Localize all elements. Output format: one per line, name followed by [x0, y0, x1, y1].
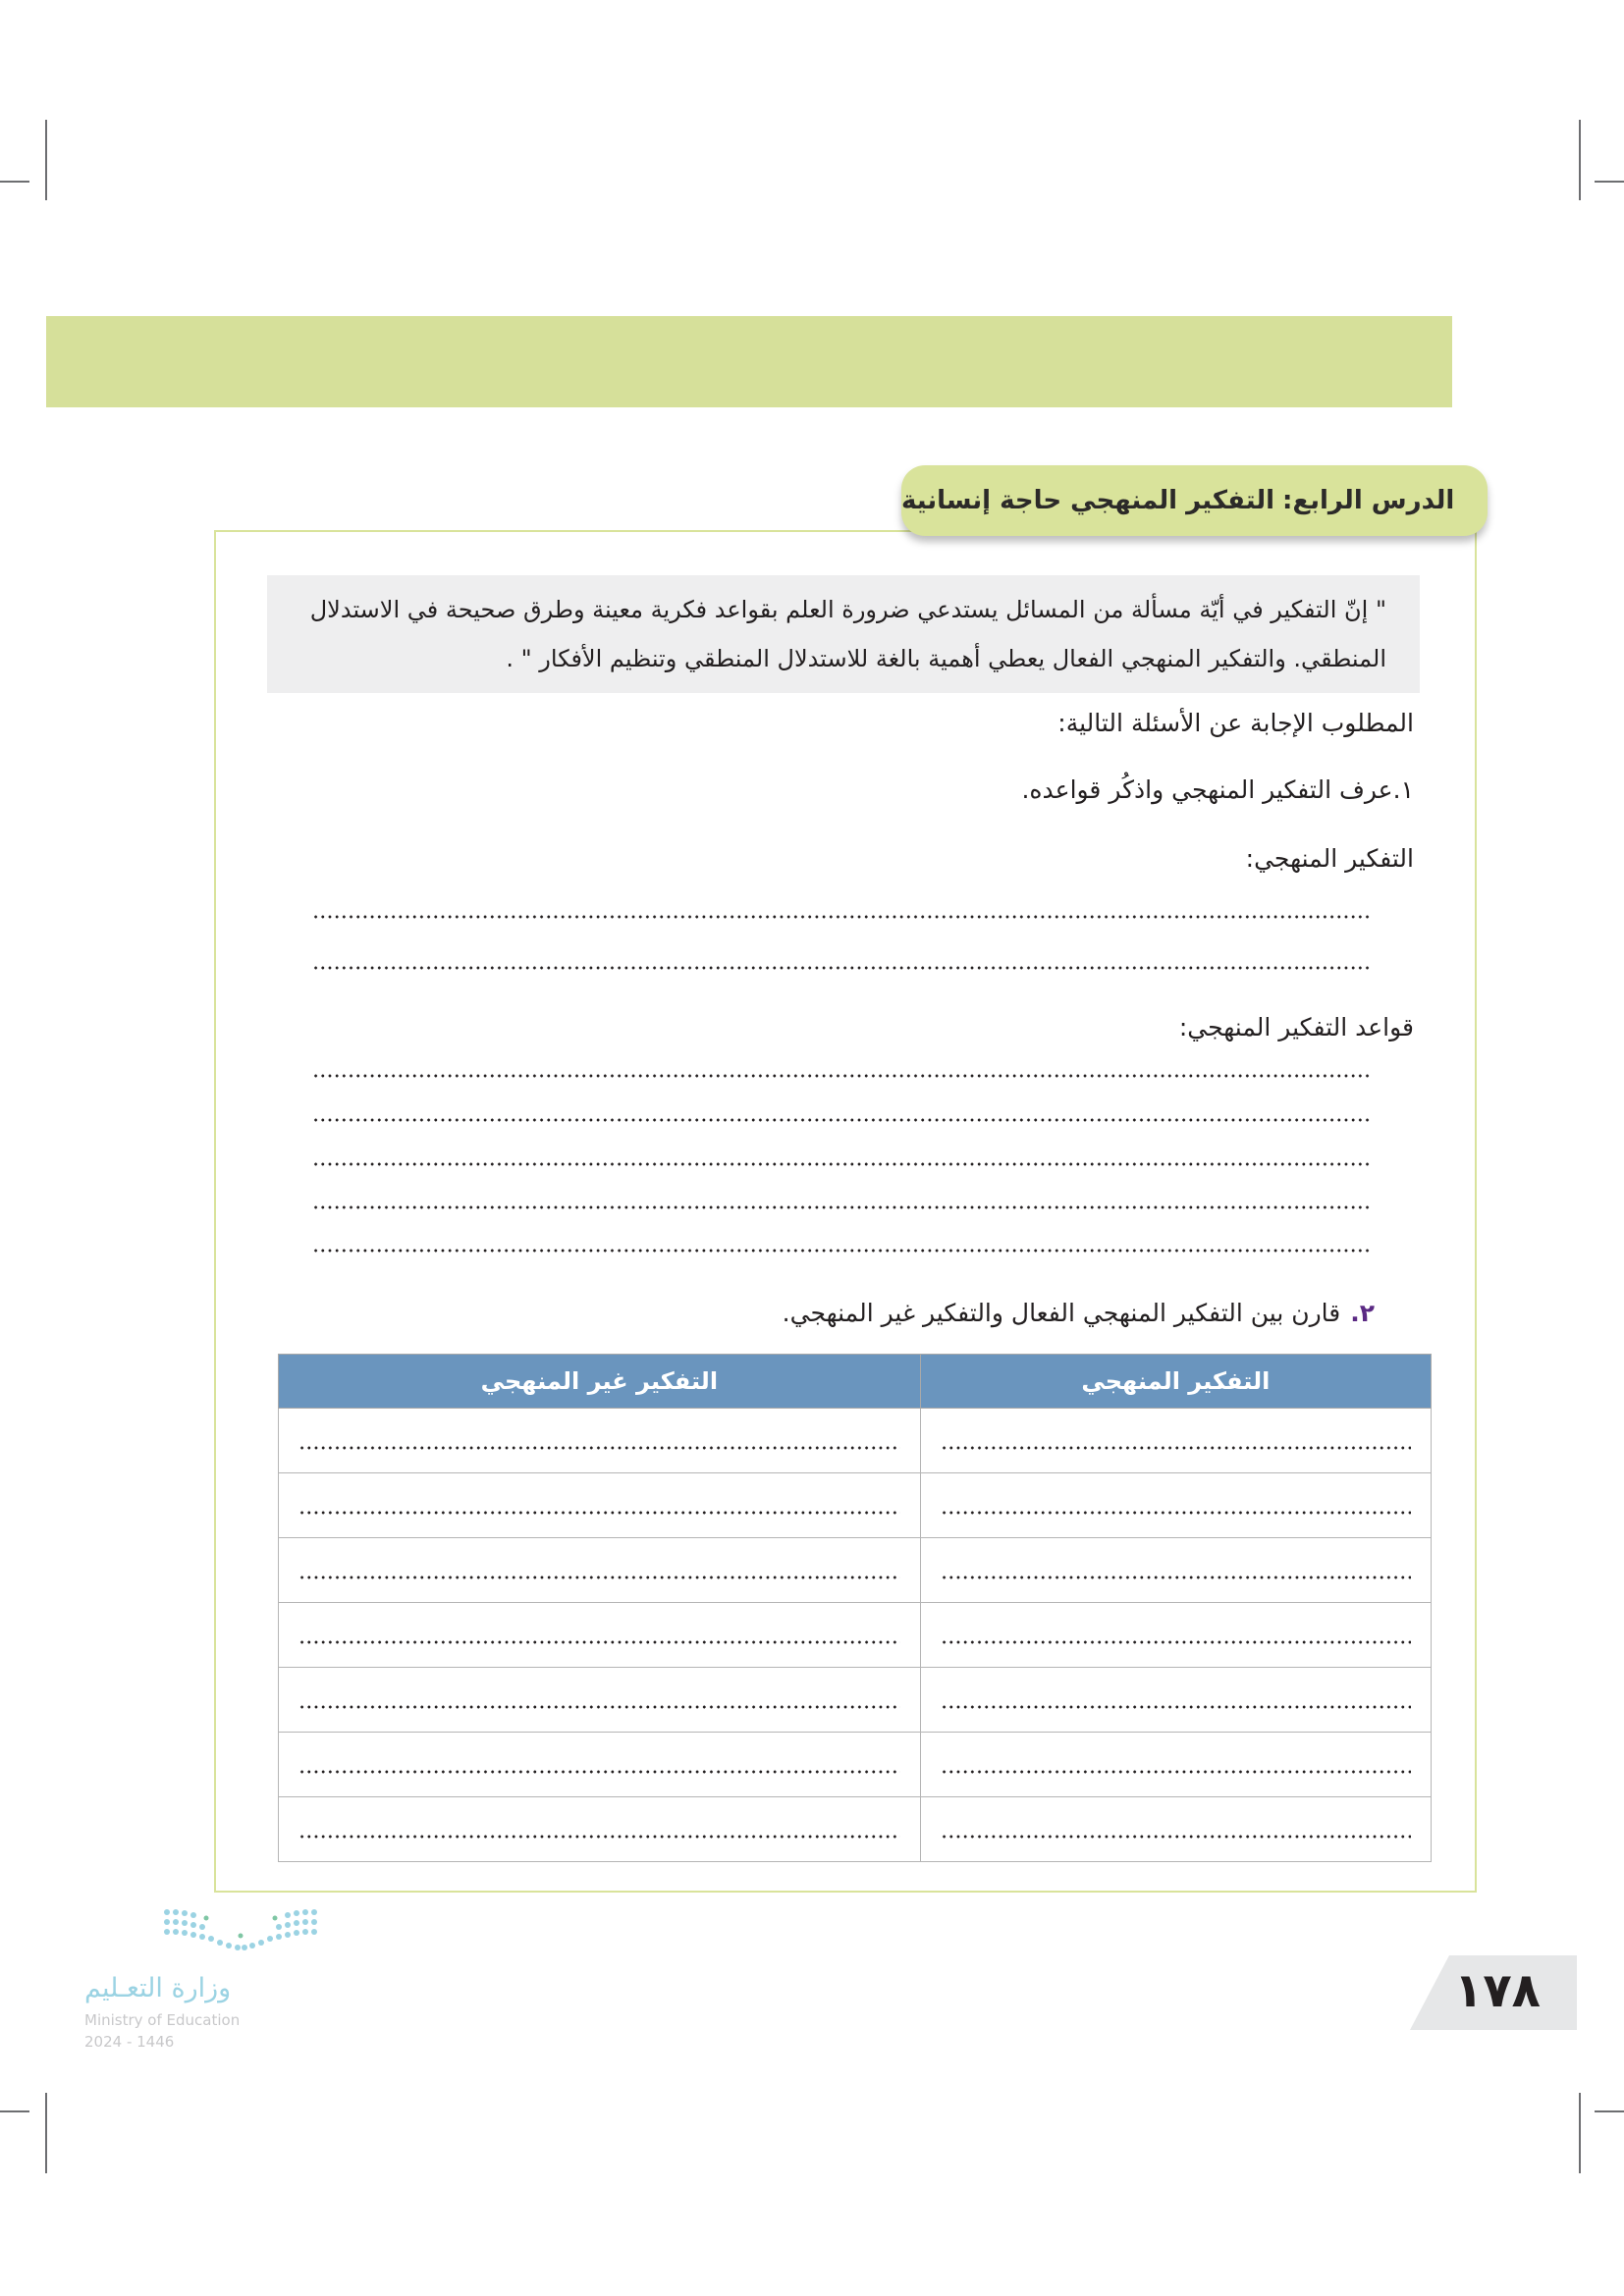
answer-line[interactable]: [312, 911, 1373, 923]
answer-cell[interactable]: [279, 1538, 921, 1603]
answer-cell[interactable]: [279, 1668, 921, 1733]
lesson-title: التفكير المنهجي حاجة إنسانية: [901, 486, 1275, 515]
quote-box: " إنّ التفكير في أيّة مسألة من المسائل يستدعي ضرورة العلم بقواعد فكرية معينة وطرق صحيحة في الاستدلال المنطقي. والتفكير المنهجي الفعال يعطي أهمية بالغة للاستدلال المنطقي وتنظيم الأفكار " .: [267, 575, 1420, 693]
answer-cell[interactable]: [279, 1603, 921, 1668]
answer-cell[interactable]: [279, 1733, 921, 1797]
question-1-text: عرف التفكير المنهجي واذكُر قواعده.: [1021, 775, 1393, 804]
crop-mark: [45, 2093, 47, 2173]
table-row: [279, 1473, 1432, 1538]
answer-cell[interactable]: [920, 1797, 1431, 1862]
crop-mark: [0, 2110, 29, 2112]
crop-mark: [0, 181, 29, 183]
table-row: [279, 1409, 1432, 1473]
definition-label: التفكير المنهجي:: [1245, 844, 1414, 873]
ministry-name-english: Ministry of Education: [84, 2011, 241, 2029]
table-header-methodical: التفكير المنهجي: [920, 1355, 1431, 1409]
question-2-text: قارن بين التفكير المنهجي الفعال والتفكير غير المنهجي.: [782, 1299, 1341, 1327]
question-2-number: ٢.: [1350, 1299, 1375, 1327]
answer-line[interactable]: [312, 1201, 1373, 1213]
answer-cell[interactable]: [920, 1668, 1431, 1733]
table-row: [279, 1603, 1432, 1668]
page-number: ١٧٨: [1454, 1963, 1541, 2018]
crop-mark: [1579, 2093, 1581, 2173]
comparison-table: [278, 1354, 1432, 1862]
question-1-number: ١.: [1392, 775, 1414, 804]
question-2: [783, 1299, 1375, 1327]
table-row: [279, 1538, 1432, 1603]
answer-line[interactable]: [312, 1114, 1373, 1126]
ministry-name-arabic: وزارة التعـليم: [84, 1973, 232, 2003]
answer-cell[interactable]: [279, 1473, 921, 1538]
answer-line[interactable]: [312, 1070, 1373, 1082]
table-header-non-methodical: التفكير غير المنهجي: [279, 1355, 921, 1409]
header-band: [46, 316, 1452, 407]
instructions-text: المطلوب الإجابة عن الأسئلة التالية:: [1057, 709, 1414, 737]
edition-year: 2024 - 1446: [84, 2033, 175, 2051]
lesson-title-tab: [901, 465, 1488, 536]
answer-cell[interactable]: [920, 1409, 1431, 1473]
table-row: [279, 1797, 1432, 1862]
answer-cell[interactable]: [279, 1409, 921, 1473]
answer-cell[interactable]: [920, 1603, 1431, 1668]
crop-mark: [45, 120, 47, 200]
table-row: [279, 1733, 1432, 1797]
answer-line[interactable]: [312, 962, 1373, 974]
answer-cell[interactable]: [279, 1797, 921, 1862]
ministry-logo-icon: [157, 1904, 324, 1963]
crop-mark: [1579, 120, 1581, 200]
table-row: [279, 1668, 1432, 1733]
rules-label: قواعد التفكير المنهجي:: [1178, 1013, 1414, 1041]
crop-mark: [1595, 2110, 1624, 2112]
question-1: [1021, 775, 1414, 804]
lesson-label: الدرس الرابع:: [1282, 486, 1455, 515]
answer-cell[interactable]: [920, 1473, 1431, 1538]
answer-cell[interactable]: [920, 1538, 1431, 1603]
answer-line[interactable]: [312, 1245, 1373, 1256]
crop-mark: [1595, 181, 1624, 183]
answer-cell[interactable]: [920, 1733, 1431, 1797]
answer-line[interactable]: [312, 1158, 1373, 1170]
